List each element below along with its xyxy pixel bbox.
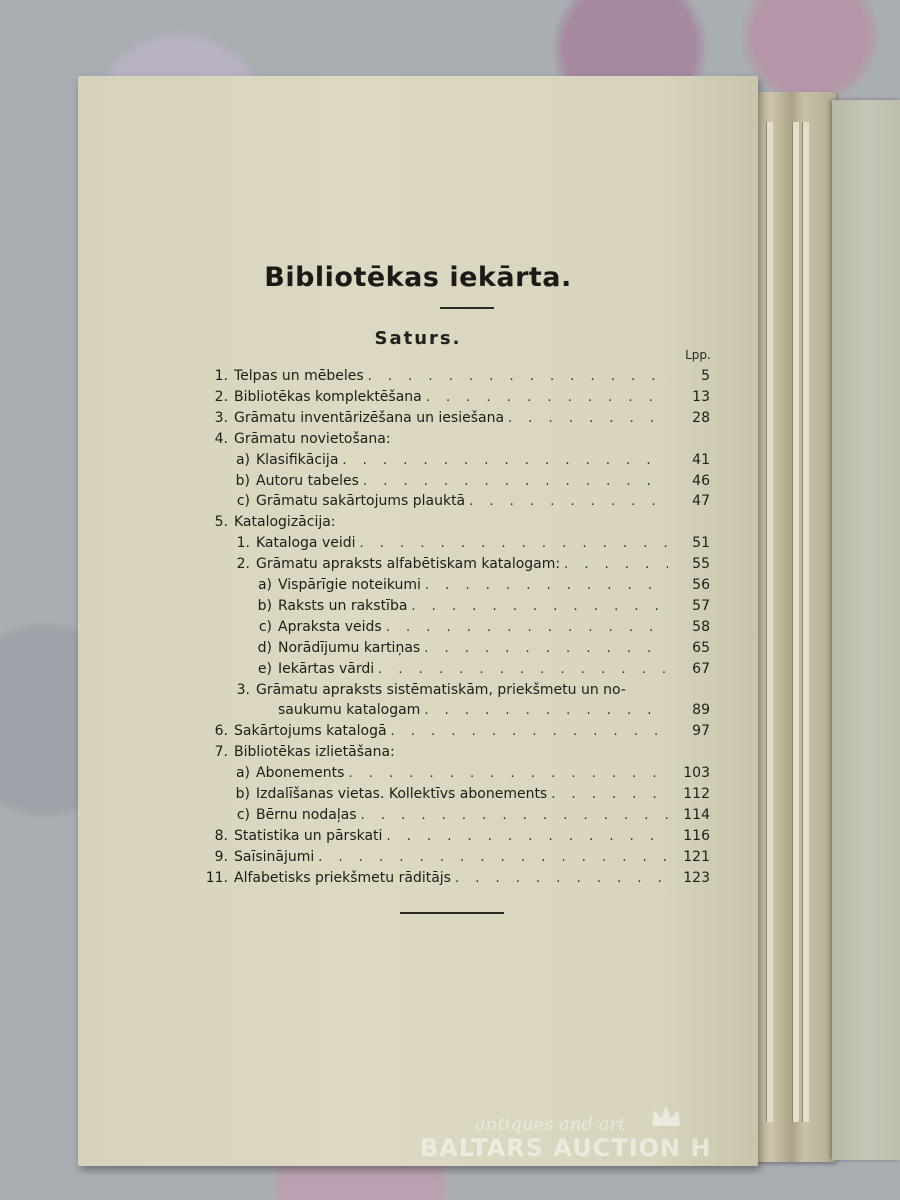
toc-entry — [200, 406, 710, 426]
toc-leader-dots — [386, 620, 668, 635]
toc-entry-number: d) — [257, 639, 272, 656]
toc-entry-label: Bibliotēkas komplektēšana — [234, 388, 422, 405]
book-page — [78, 76, 758, 1166]
book-cover — [832, 100, 900, 1160]
toc-entry-label: Norādījumu kartiņas — [278, 639, 421, 656]
toc-page-number: 114 — [683, 806, 710, 823]
toc-leader-dots — [425, 578, 668, 593]
toc-page-number: 103 — [683, 765, 710, 782]
toc-leader-dots — [424, 641, 668, 656]
crown-icon — [650, 1104, 682, 1128]
toc-page-number: 51 — [692, 535, 710, 552]
toc-entry-label: Saīsinājumi — [234, 848, 315, 865]
title-divider — [440, 307, 494, 309]
end-divider — [400, 912, 504, 914]
toc-page-number: 121 — [683, 848, 710, 865]
toc-leader-dots — [508, 411, 668, 426]
toc-entry-label: Iekārtas vārdi — [278, 660, 375, 677]
toc-entry-number: 5. — [214, 514, 228, 531]
toc-entry-label: Grāmatu apraksts alfabētiskam katalogam: — [256, 556, 561, 573]
toc-entry-label: saukumu katalogam — [278, 702, 421, 719]
toc-entry-label: Apraksta veids — [278, 618, 382, 635]
toc-entry-number: 11. — [205, 869, 228, 886]
toc-leader-dots — [386, 829, 668, 844]
toc-page-number: 116 — [683, 827, 710, 844]
toc-entry-number: 7. — [214, 744, 228, 761]
toc-entry-number: a) — [257, 577, 272, 593]
toc-entry-number: 4. — [214, 430, 228, 447]
toc-page-number: 56 — [692, 577, 710, 593]
toc-page-number: 41 — [692, 451, 710, 468]
toc-entry — [222, 469, 710, 489]
toc-page-number: 65 — [692, 639, 710, 656]
page-edge — [792, 122, 799, 1122]
toc-entry-number: 8. — [214, 827, 228, 844]
book-spine — [756, 92, 836, 1162]
toc-entry-number: b) — [235, 472, 250, 489]
toc-page-number: 55 — [692, 556, 710, 573]
toc-entry-number: 6. — [214, 723, 228, 740]
toc-entry-number: c) — [236, 493, 250, 510]
toc-page-number: 5 — [701, 368, 710, 384]
toc-entry — [200, 740, 710, 760]
toc-entry-label: Klasifikācija — [256, 451, 339, 468]
toc-leader-dots — [426, 390, 668, 405]
toc-entry — [222, 552, 710, 572]
toc-entry-number: e) — [257, 660, 272, 677]
toc-entry — [244, 594, 710, 614]
toc-leader-dots — [564, 557, 668, 572]
toc-entry-number: c) — [258, 618, 272, 635]
toc-entry-number: c) — [236, 806, 250, 823]
toc-entry-number: 2. — [214, 388, 228, 405]
toc-entry-label: Statistika un pārskati — [234, 827, 383, 844]
toc-entry — [200, 385, 710, 405]
toc-entry-label: Raksts un rakstība — [278, 597, 408, 614]
toc-entry-number: 3. — [214, 409, 228, 426]
toc-entry-number: 1. — [214, 368, 228, 384]
toc-entry-label: Katalogizācija: — [234, 514, 336, 531]
toc-entry — [244, 698, 710, 718]
toc-leader-dots — [318, 850, 668, 865]
toc-leader-dots — [411, 599, 668, 614]
toc-entry-label: Grāmatu apraksts sistēmatiskām, priekšmetu un no- — [256, 681, 626, 698]
toc-page-number: 58 — [692, 618, 710, 635]
toc-entry — [222, 678, 710, 698]
watermark-brand: BALTARS AUCTION H — [420, 1134, 712, 1162]
toc-page-number: 67 — [692, 660, 710, 677]
toc-entry-label: Bērnu nodaļas — [256, 806, 357, 823]
toc-entry — [222, 531, 710, 551]
toc-page-number: 89 — [692, 702, 710, 719]
toc-leader-dots — [342, 453, 668, 468]
toc-entry — [200, 510, 710, 530]
toc-entry-label: Kataloga veidi — [256, 535, 356, 552]
toc-page-number: 28 — [692, 409, 710, 426]
toc-entry — [244, 657, 710, 677]
toc-entry-number: 1. — [236, 535, 250, 552]
page-edge — [766, 122, 773, 1122]
toc-entry-label: Bibliotēkas izlietāšana: — [234, 744, 395, 761]
toc-entry-label: Telpas un mēbeles — [234, 368, 364, 384]
toc-entry-number: 2. — [236, 556, 250, 573]
toc-entry-number: a) — [235, 451, 250, 468]
toc-leader-dots — [391, 724, 668, 739]
toc-entry — [244, 573, 710, 593]
toc-entry-label: Grāmatu sakārtojums plauktā — [256, 493, 466, 510]
toc-entry-label: Izdalīšanas vietas. Kollektīvs abonements — [256, 786, 548, 802]
toc-page-number: 46 — [692, 472, 710, 489]
toc-entry — [222, 448, 710, 468]
toc-entry — [244, 636, 710, 656]
toc-page-number: 123 — [683, 869, 710, 886]
toc-entry — [200, 719, 710, 739]
toc-leader-dots — [368, 369, 668, 384]
toc-entry-label: Vispārīgie noteikumi — [278, 577, 421, 593]
toc-leader-dots — [455, 871, 668, 886]
toc-entry-number: b) — [257, 597, 272, 614]
toc-page-number: 112 — [683, 786, 710, 802]
toc-entry — [200, 427, 710, 447]
toc-entry — [222, 489, 710, 509]
toc-entry — [200, 824, 710, 844]
toc-leader-dots — [551, 787, 668, 802]
toc-page-number: 47 — [692, 493, 710, 510]
toc-leader-dots — [363, 474, 668, 489]
toc-entry — [222, 761, 710, 781]
toc-entry-label: Alfabetisks priekšmetu rāditājs — [234, 869, 451, 886]
toc-entry-number: 9. — [214, 848, 228, 865]
toc-entry — [244, 615, 710, 635]
toc-leader-dots — [360, 536, 668, 551]
toc-entry — [200, 845, 710, 865]
toc-entry-number: b) — [235, 786, 250, 802]
toc-entry-label: Sakārtojums katalogā — [234, 723, 387, 740]
toc-leader-dots — [378, 662, 668, 677]
watermark-tagline: antiques and art — [475, 1114, 626, 1135]
page-title: Bibliotēkas iekārta. — [264, 262, 572, 293]
toc-entry-label: Autoru tabeles — [256, 472, 359, 489]
toc-entry — [222, 803, 710, 823]
page-edge — [802, 122, 809, 1122]
toc-page-number: 13 — [692, 388, 710, 405]
toc-leader-dots — [361, 808, 668, 823]
toc-leader-dots — [348, 766, 668, 781]
toc-entry-number: a) — [235, 765, 250, 782]
toc-entry-label: Abonements — [256, 765, 345, 782]
toc-entry — [200, 364, 710, 384]
toc-page-number: 57 — [692, 597, 710, 614]
toc-entry-label: Grāmatu inventārizēšana un iesiešana — [234, 409, 505, 426]
contents-heading: Saturs. — [374, 328, 462, 349]
toc-entry — [200, 866, 710, 886]
toc-entry-label: Grāmatu novietošana: — [234, 430, 391, 447]
toc-page-number: 97 — [692, 723, 710, 740]
toc-entry-number: 3. — [236, 681, 250, 698]
page-column-header: Lpp. — [685, 348, 711, 362]
toc-leader-dots — [424, 703, 668, 718]
toc-entry — [222, 782, 710, 802]
toc-leader-dots — [469, 494, 668, 509]
